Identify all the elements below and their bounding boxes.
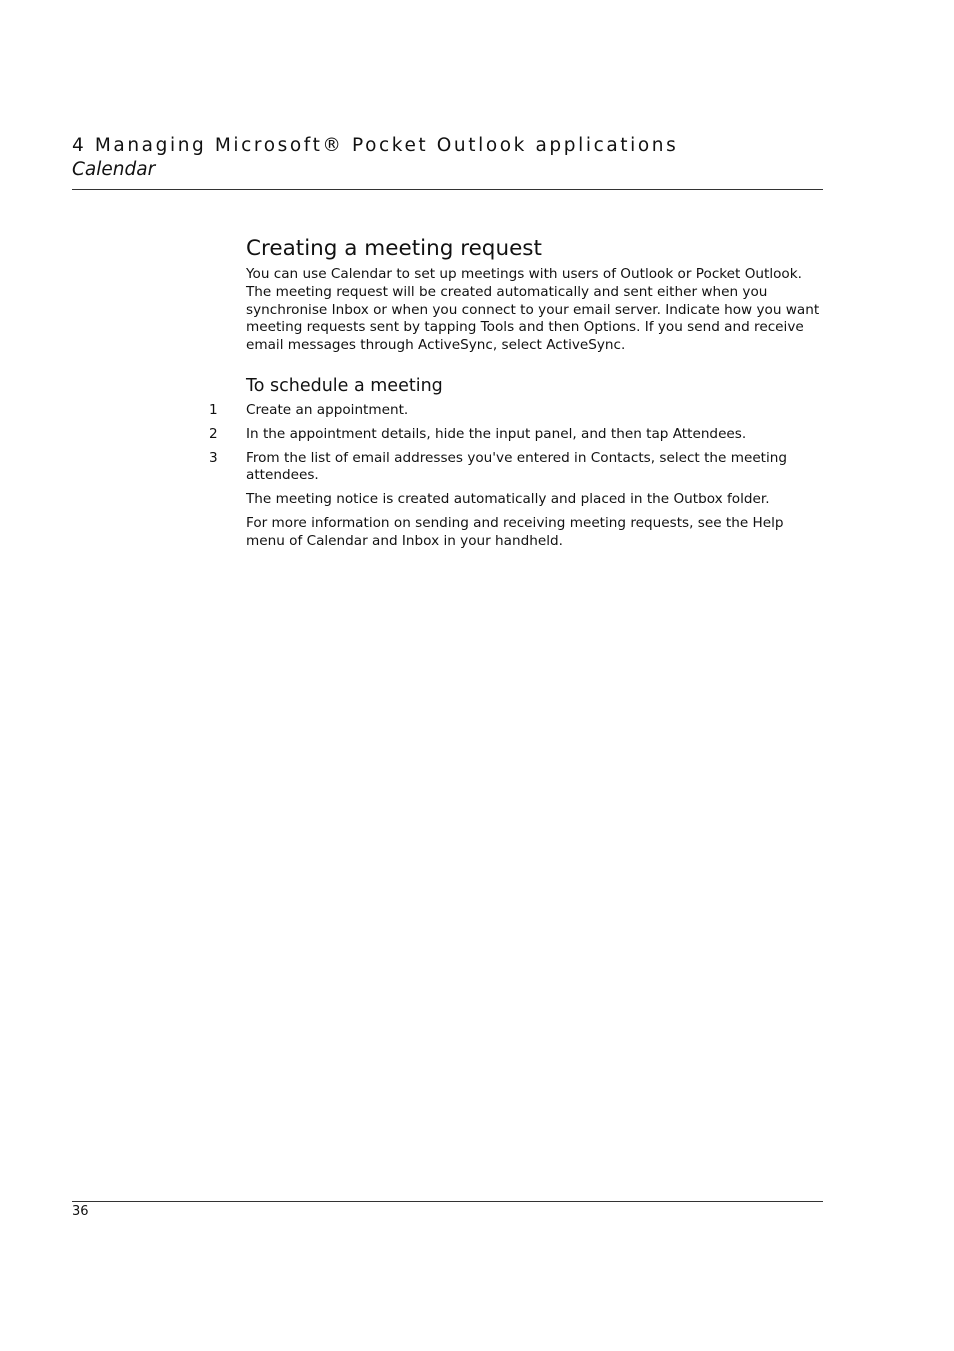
step-number: 2 (209, 425, 218, 442)
step-text: In the appointment details, hide the input panel, and then tap Attendees. (246, 425, 747, 442)
step-number: 3 (209, 449, 218, 466)
main-content (209, 234, 826, 551)
steps-list (209, 401, 826, 485)
note-paragraph: The meeting notice is created automatically and placed in the Outbox folder. (246, 491, 770, 508)
step-item (209, 401, 826, 420)
page-header (72, 133, 823, 181)
section-heading: Creating a meeting request (246, 236, 542, 261)
page-number: 36 (72, 1204, 89, 1219)
step-text: From the list of email addresses you've entered in Contacts, select the meeting attendees. (246, 449, 788, 484)
section-subtitle: Calendar (72, 159, 156, 180)
step-item (209, 425, 826, 444)
procedure-heading: To schedule a meeting (246, 375, 443, 396)
header-divider (72, 189, 823, 190)
intro-paragraph: You can use Calendar to set up meetings with users of Outlook or Pocket Outlook. The meeting request will be created automatically and sent either when you synchronise Inbox or when you connect to your email server. Indicate how you want meeting requests sent by tapping Tools and then Options. If you send and receive email messages through ActiveSync, select ActiveSync. (246, 266, 820, 354)
step-item (209, 449, 826, 486)
footer-divider (72, 1201, 823, 1202)
step-number: 1 (209, 401, 218, 418)
step-text: Create an appointment. (246, 401, 409, 418)
note-paragraph: For more information on sending and receiving meeting requests, see the Help menu of Calendar and Inbox in your handheld. (246, 514, 784, 549)
chapter-title: 4 Managing Microsoft® Pocket Outlook applications (72, 135, 679, 156)
